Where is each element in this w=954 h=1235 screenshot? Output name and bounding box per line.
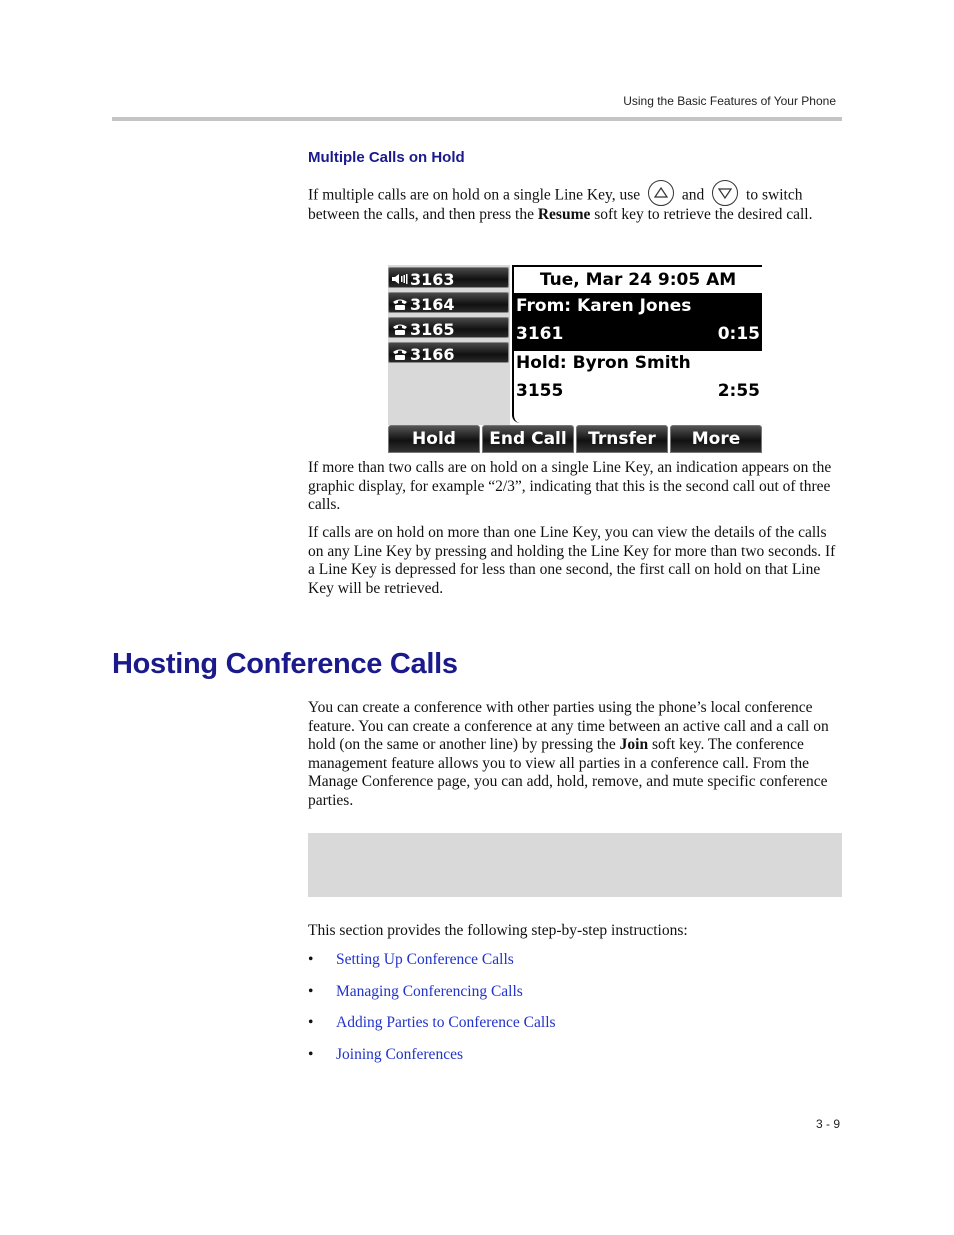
instruction-links <box>308 951 556 1077</box>
line-key-3166: 3166 <box>388 342 509 363</box>
paragraph-instructions-intro: This section provides the following step-by-step instructions: <box>308 922 688 939</box>
softkey-transfer: Trnsfer <box>576 425 668 453</box>
list-item <box>308 1014 556 1046</box>
held-call-number: 3155 <box>516 381 564 401</box>
paragraph-switch-calls: If multiple calls are on hold on a single Line Key, use and to switch between the calls, and then press the Resume soft key to retrieve the desired call. <box>308 186 842 225</box>
line-key-3164: 3164 <box>388 292 509 313</box>
link-managing-conferencing-calls[interactable]: Managing Conferencing Calls <box>336 982 523 1000</box>
note-box <box>308 833 842 897</box>
bullet: • <box>308 1045 314 1063</box>
up-arrow-key-icon <box>648 180 674 206</box>
list-item <box>308 951 556 983</box>
held-call-label: Hold: Byron Smith <box>516 353 691 373</box>
line-key-3163: 3163 <box>388 267 509 288</box>
subsection-title: Multiple Calls on Hold <box>308 149 465 166</box>
phone-handset-icon <box>392 319 410 340</box>
bullet: • <box>308 1014 314 1031</box>
active-call-duration: 0:15 <box>717 324 760 344</box>
list-item <box>308 1046 556 1078</box>
link-setting-up-conference-calls[interactable]: Setting Up Conference Calls <box>336 951 514 968</box>
line-key-3165: 3165 <box>388 317 509 338</box>
call-display <box>512 265 762 423</box>
page-number: 3 - 9 <box>815 1117 840 1131</box>
active-call-from: From: Karen Jones <box>516 296 692 316</box>
header-rule <box>112 117 842 121</box>
held-call-duration: 2:55 <box>717 381 760 401</box>
active-call <box>514 293 762 351</box>
phone-handset-icon <box>392 344 410 365</box>
paragraph-conference-intro: You can create a conference with other parties using the phone’s local conference feature. You can create a conference at any time between an active call and a call on hold (on the same or another line) by pressing the Join soft key. The conference management feature allows you to view all parties in a conference call. From the Manage Conference page, you can add, hold, remove, and mute specific conference parties. <box>308 699 829 809</box>
section-title: Hosting Conference Calls <box>112 648 458 680</box>
phone-handset-icon <box>392 294 410 315</box>
active-call-number: 3161 <box>516 324 564 344</box>
paragraph-multiple-line-keys: If calls are on hold on more than one Line Key, you can view the details of the calls on any Line Key by pressing and holding the Line Key for more than two seconds. If a Line Key is depressed for less than one second, the first call on hold on that Line Key will be retrieved. <box>308 524 836 597</box>
phone-screen-illustration <box>388 265 762 453</box>
link-joining-conferences[interactable]: Joining Conferences <box>336 1045 463 1063</box>
held-call <box>514 351 762 411</box>
bullet: • <box>308 982 314 1000</box>
down-arrow-key-icon <box>712 180 738 206</box>
softkey-hold: Hold <box>388 425 480 453</box>
bullet: • <box>308 951 314 968</box>
link-adding-parties[interactable]: Adding Parties to Conference Calls <box>336 1014 556 1031</box>
softkey-more: More <box>670 425 762 453</box>
speaker-active-icon <box>392 269 410 290</box>
running-header: Using the Basic Features of Your Phone <box>623 94 836 108</box>
softkey-bar <box>388 425 762 453</box>
paragraph-hold-indication: If more than two calls are on hold on a single Line Key, an indication appears on the graphic display, for example “2/3”, indicating that this is the second call out of three calls. <box>308 459 832 514</box>
list-item <box>308 983 556 1015</box>
softkey-end-call: End Call <box>482 425 574 453</box>
line-key-column <box>388 265 510 425</box>
date-time: Tue, Mar 24 9:05 AM <box>539 270 737 290</box>
